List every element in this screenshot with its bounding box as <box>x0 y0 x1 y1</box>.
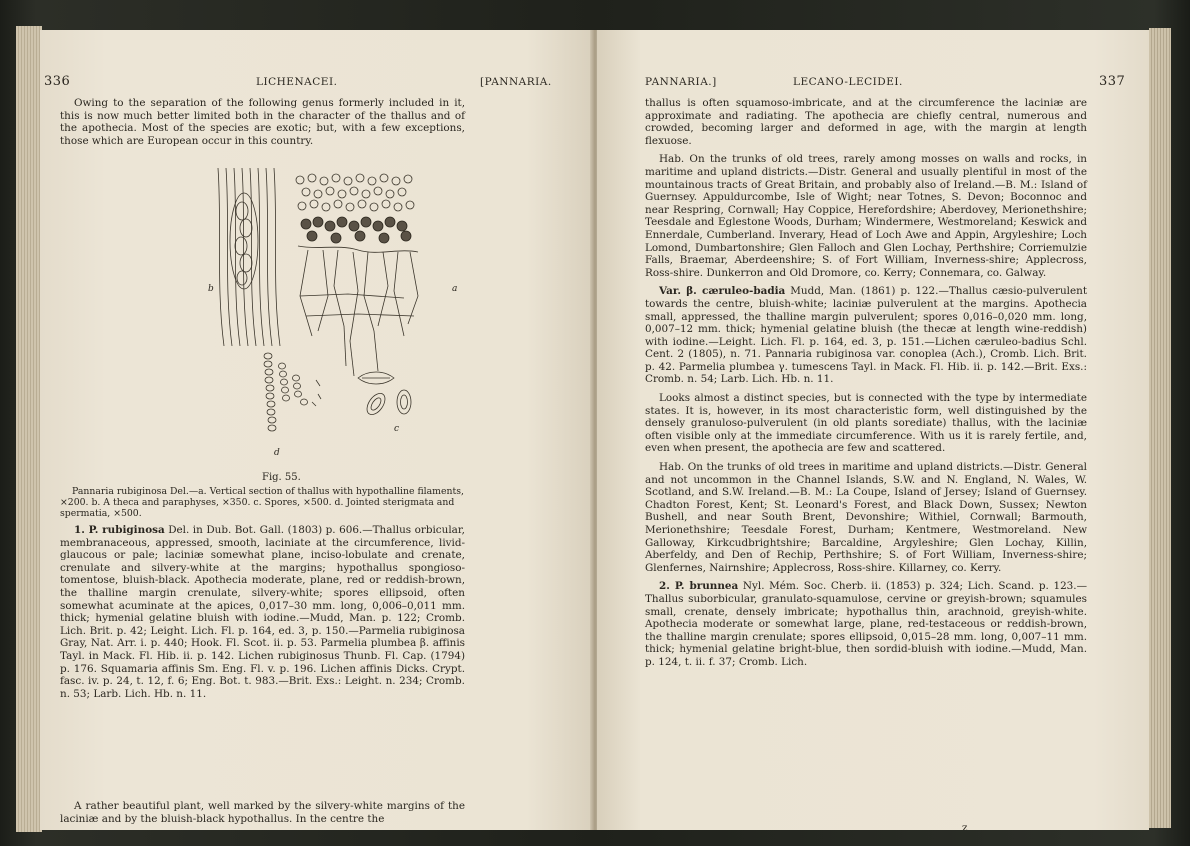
figure-caption: Pannaria rubiginosa Del.—a. Vertical section of thallus with hypothalline filaments, ×200. b. A theca and paraphyses, ×350. c. Spores, ×500. d. Jointed sterigmata and spermatia, ×500. <box>60 486 464 519</box>
species-1-entry <box>60 524 465 700</box>
figure-number: Fig. 55. <box>262 472 301 483</box>
page-edges-right <box>1149 28 1171 828</box>
habitat-paragraph-1: Hab. On the trunks of old trees, rarely among mosses on walls and rocks, in maritime and upland districts.—Distr. General and usually plentiful in most of the mountainous tracts of Great Britain, and probably also of Ireland.—B. M.: Island of Guernsey. Appuldurcombe, Isle of Wight; near Totnes, S. Devon; Boconnoc and near Respring, Cornwall; Hay Coppice, Herefordshire; Aberdovey, Merionethshire; Teesdale and Eglestone Woods, Durham; Windermere, Westmoreland; Keswick and Ennerdale, Cumberland. Inverary, Head of Loch Awe and Appin, Argyleshire; Loch Lomond, Dumbartonshire; Glen Falloch and Glen Lochay, Perthshire; Corriemulzie Falls, Braemar, Aberdeenshire; S. of Fort William, Inverness-shire; Applecross, Ross-shire. Dunkerron and Old Dromore, co. Kerry; Connemara, co. Galway. <box>645 153 1087 279</box>
page-edges-left <box>16 26 42 832</box>
figure-label-c: c <box>394 424 400 434</box>
species-1-text: Del. in Dub. Bot. Gall. (1803) p. 606.—Thallus orbicular, membranaceous, appressed, smooth, laciniate at the circumference, livid-glaucous or pale; laciniæ somewhat plane, inciso-lobulate and crenate, crenulate and silvery-white at the margins; hypothallus spongioso-tomentose, bluish-black. Apothecia moderate, plane, red or reddish-brown, the thalline margin crenulate, silvery-white; spores ellipsoid, often somewhat acuminate at the apices, 0,017–30 mm. long, 0,006–0,011 mm. thick; hymenial gelatine bluish with iodine.—Mudd, Man. p. 122; Cromb. Lich. Brit. p. 42; Leight. Lich. Fl. p. 164, ed. 3, p. 150.—Parmelia rubiginosa Gray, Nat. Arr. i. p. 440; Hook. Fl. Scot. ii. p. 53. Parmelia plumbea β. affinis Tayl. in Mack. Fl. Hib. ii. p. 142. Lichen rubiginosus Thunb. Fl. Cap. (1794) p. 176. Squamaria affinis Sm. Eng. Fl. v. p. 196. Lichen affinis Dicks. Crypt. fasc. iv. p. 24, t. 12, f. 6; Eng. Bot. t. 983.—Brit. Exs.: Leight. n. 234; Cromb. n. 53; Larb. Lich. Hb. n. 11. <box>60 524 465 700</box>
figure-55 <box>208 166 478 466</box>
variety-entry <box>645 285 1087 386</box>
continuation-paragraph: thallus is often squamoso-imbricate, and at the circumference the laciniæ are approximate and radiating. The apothecia are chiefly central, numerous and crowded, becoming larger and deformed in age, with the margin at length flexuose. <box>645 97 1087 147</box>
page-number-left: 336 <box>44 74 71 89</box>
right-text-block <box>645 97 1087 669</box>
figure-label-d: d <box>274 448 280 458</box>
species-1-heading: 1. P. rubiginosa <box>74 524 165 536</box>
signature-mark: z <box>962 822 968 830</box>
habitat-paragraph-2: Hab. On the trunks of old trees in maritime and upland districts.—Distr. General and not uncommon in the Channel Islands, S.W. and N. England, N. Wales, W. Scotland, and S.W. Ireland.—B. M.: La Coupe, Island of Jersey; Island of Guernsey. Chadton Forest, Kent; St. Leonard's Forest, and Black Down, Sussex; Newton Bushell, and near South Brent, Devonshire; Withiel, Cornwall; Barmouth, Merionethshire; Teesdale Forest, Durham; Kentmere, Westmoreland. New Galloway, Kirkcudbrightshire; Barcaldine, Argyleshire; Glen Lochay, Killin, Aberfeldy, and Den of Rechip, Perthshire; S. of Fort William, Inverness-shire; Glenfernes, Nairnshire; Applecross, Ross-shire. Killarney, co. Kerry. <box>645 461 1087 574</box>
species-2-text: Nyl. Mém. Soc. Cherb. ii. (1853) p. 324; Lich. Scand. p. 123.—Thallus suborbicular, granulato-squamulose, cervine or greyish-brown; squamules small, crenate, densely imbricate; hypothallus thin, arachnoid, greyish-white. Apothecia moderate or somewhat large, plane, red-testaceous or reddish-brown, the thalline margin crenulate; spores ellipsoid, 0,015–28 mm. long, 0,007–11 mm. thick; hymenial gelatine bright-blue, then sordid-bluish with iodine.—Mudd, Man. p. 124, t. ii. f. 37; Cromb. Lich. <box>645 580 1087 668</box>
intro-paragraph: Owing to the separation of the following genus formerly included in it, this is now much better limited both in the character of the thallus and of the apothecia. Most of the species are exotic; but, with a few exceptions, those which are European occur in this country. <box>60 97 465 147</box>
figure-label-a: a <box>452 284 458 294</box>
left-page <box>40 30 593 830</box>
variety-text: Mudd, Man. (1861) p. 122.—Thallus cæsio-pulverulent towards the centre, bluish-white; laciniæ pulverulent at the margins. Apothecia small, appressed, the thalline margin pulverulent; spores 0,016–0,020 mm. long, 0,007–12 mm. thick; hymenial gelatine bluish (the thecæ at length wine-reddish) with iodine.—Leight. Lich. Fl. p. 164, ed. 3, p. 151.—Lichen cæruleo-badius Schl. Cent. 2 (1805), n. 71. Pannaria rubiginosa var. conoplea (Ach.), Cromb. Lich. Brit. p. 42. Parmelia plumbea γ. tumescens Tayl. in Mack. Fl. Hib. ii. p. 142.—Brit. Exs.: Cromb. n. 54; Larb. Lich. Hb. n. 11. <box>645 285 1087 386</box>
species-2-entry <box>645 580 1087 668</box>
section-head-right: PANNARIA.] <box>645 76 717 88</box>
running-head-right: LECANO-LECIDEI. <box>793 76 903 88</box>
section-head-left: [PANNARIA. <box>480 76 552 88</box>
page-number-right: 337 <box>1099 74 1126 89</box>
variety-heading: Var. β. cæruleo-badia <box>659 285 786 298</box>
closing-paragraph: A rather beautiful plant, well marked by the silvery-white margins of the laciniæ and by the bluish-black hypothallus. In the centre the <box>60 800 465 825</box>
running-head-left: LICHENACEI. <box>256 76 338 88</box>
right-page <box>597 30 1149 830</box>
figure-illustration <box>208 166 478 466</box>
figure-label-b: b <box>208 284 214 294</box>
species-2-heading: 2. P. brunnea <box>659 580 739 593</box>
looks-paragraph: Looks almost a distinct species, but is connected with the type by intermediate states. It is, however, in its most characteristic form, well distinguished by the densely granuloso-pulverulent (in old plants sorediate) thallus, with the laciniæ often visible only at the immediate circumference. With us it is rarely fertile, and, even when present, the apothecia are few and scattered. <box>645 392 1087 455</box>
